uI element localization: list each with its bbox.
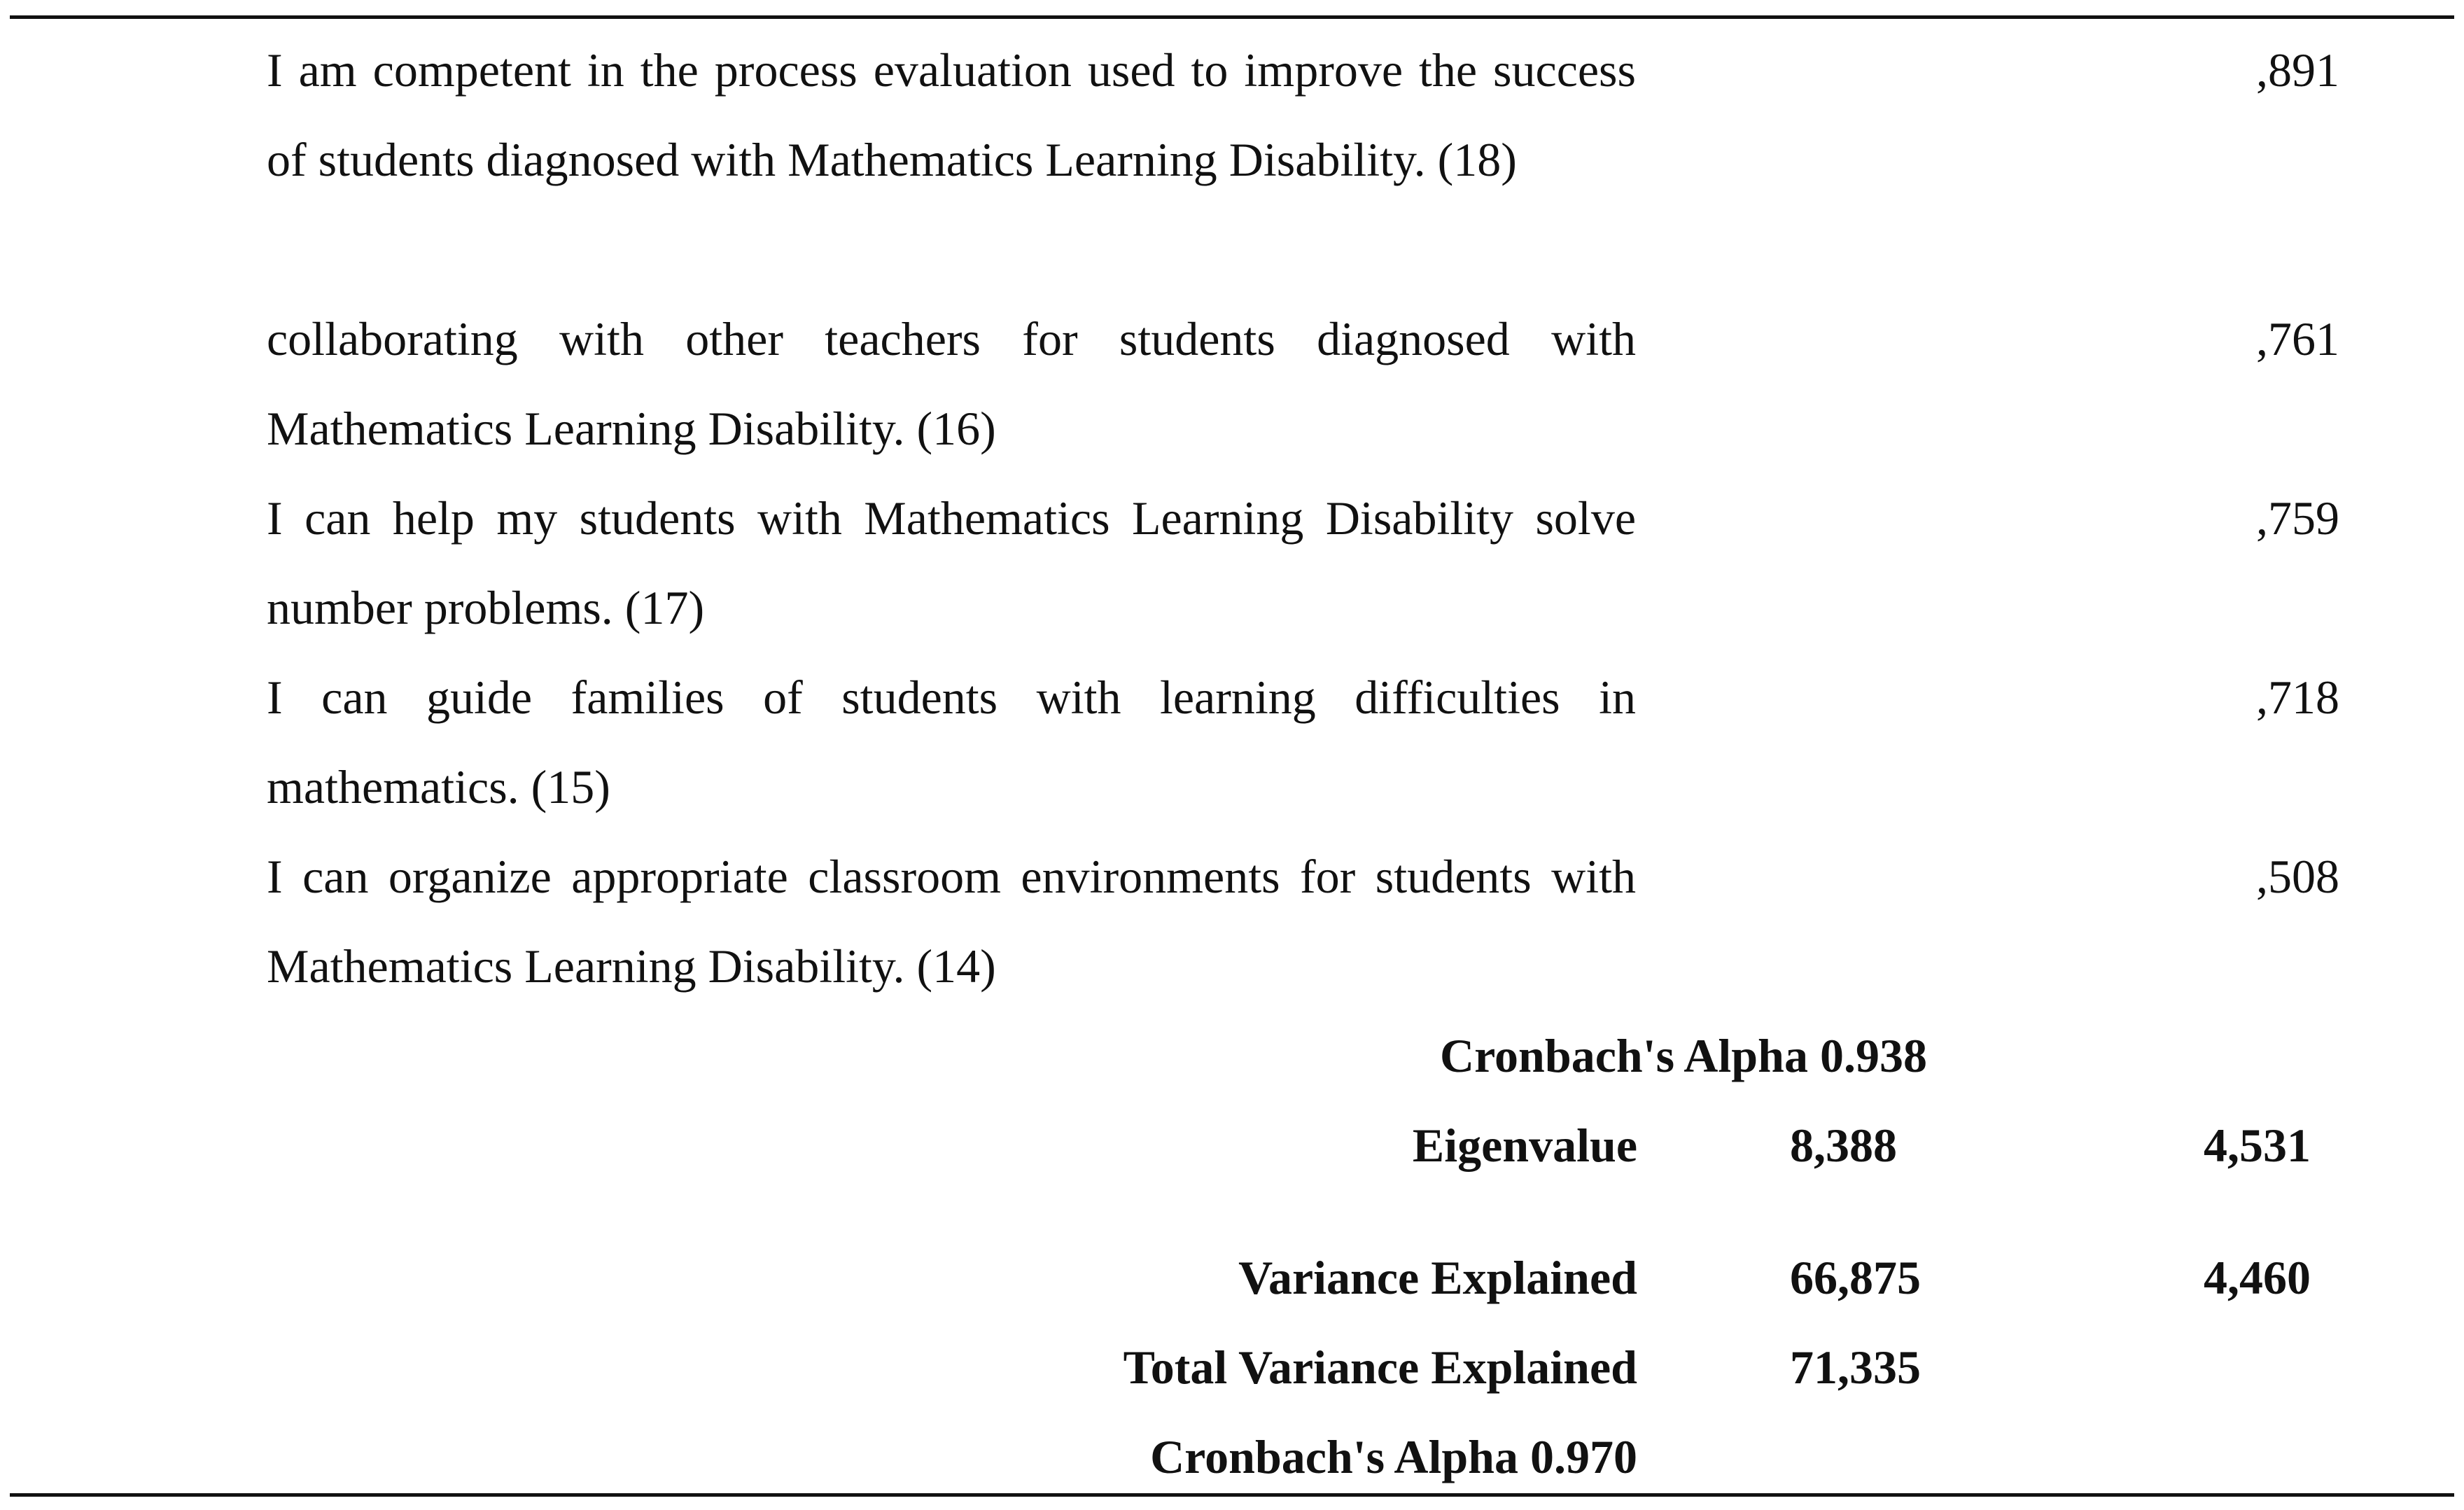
- overall-cronbach-alpha: Cronbach's Alpha 0.970: [1150, 1430, 1637, 1483]
- variance-explained-label: Variance Explained: [1238, 1251, 1637, 1304]
- eigenvalue-label: Eigenvalue: [1412, 1119, 1637, 1172]
- factor-cronbach-alpha: Cronbach's Alpha 0.938: [1440, 1029, 1927, 1082]
- table-top-rule: [10, 15, 2454, 19]
- item-loading-14: ,508: [2256, 850, 2339, 903]
- table-bottom-rule: [10, 1493, 2454, 1497]
- item-loading-18: ,891: [2256, 43, 2339, 97]
- item-loading-17: ,759: [2256, 491, 2339, 545]
- item-text-15: I can guide families of students with learning difficulties in mathematics. (15): [267, 671, 1636, 813]
- eigenvalue-factor2: 4,531: [2204, 1119, 2311, 1172]
- item-loading-16: ,761: [2256, 312, 2339, 365]
- item-text-18: I am competent in the process evaluation used to improve the success of students diagnosed with Mathematics Learning Disability. (18): [267, 43, 1636, 186]
- item-text-14: I can organize appropriate classroom environments for students with Mathematics Learning Disability. (14): [267, 850, 1636, 993]
- total-variance-label: Total Variance Explained: [1123, 1341, 1637, 1394]
- variance-explained-factor2: 4,460: [2204, 1251, 2311, 1304]
- item-text-16: collaborating with other teachers for students diagnosed with Mathematics Learning Disability. (16): [267, 312, 1636, 455]
- item-loading-15: ,718: [2256, 671, 2339, 724]
- eigenvalue-factor1: 8,388: [1790, 1119, 1897, 1172]
- variance-explained-factor1: 66,875: [1790, 1251, 1921, 1304]
- total-variance-value: 71,335: [1790, 1341, 1921, 1394]
- item-text-17: I can help my students with Mathematics Learning Disability solve number problems. (17): [267, 491, 1636, 634]
